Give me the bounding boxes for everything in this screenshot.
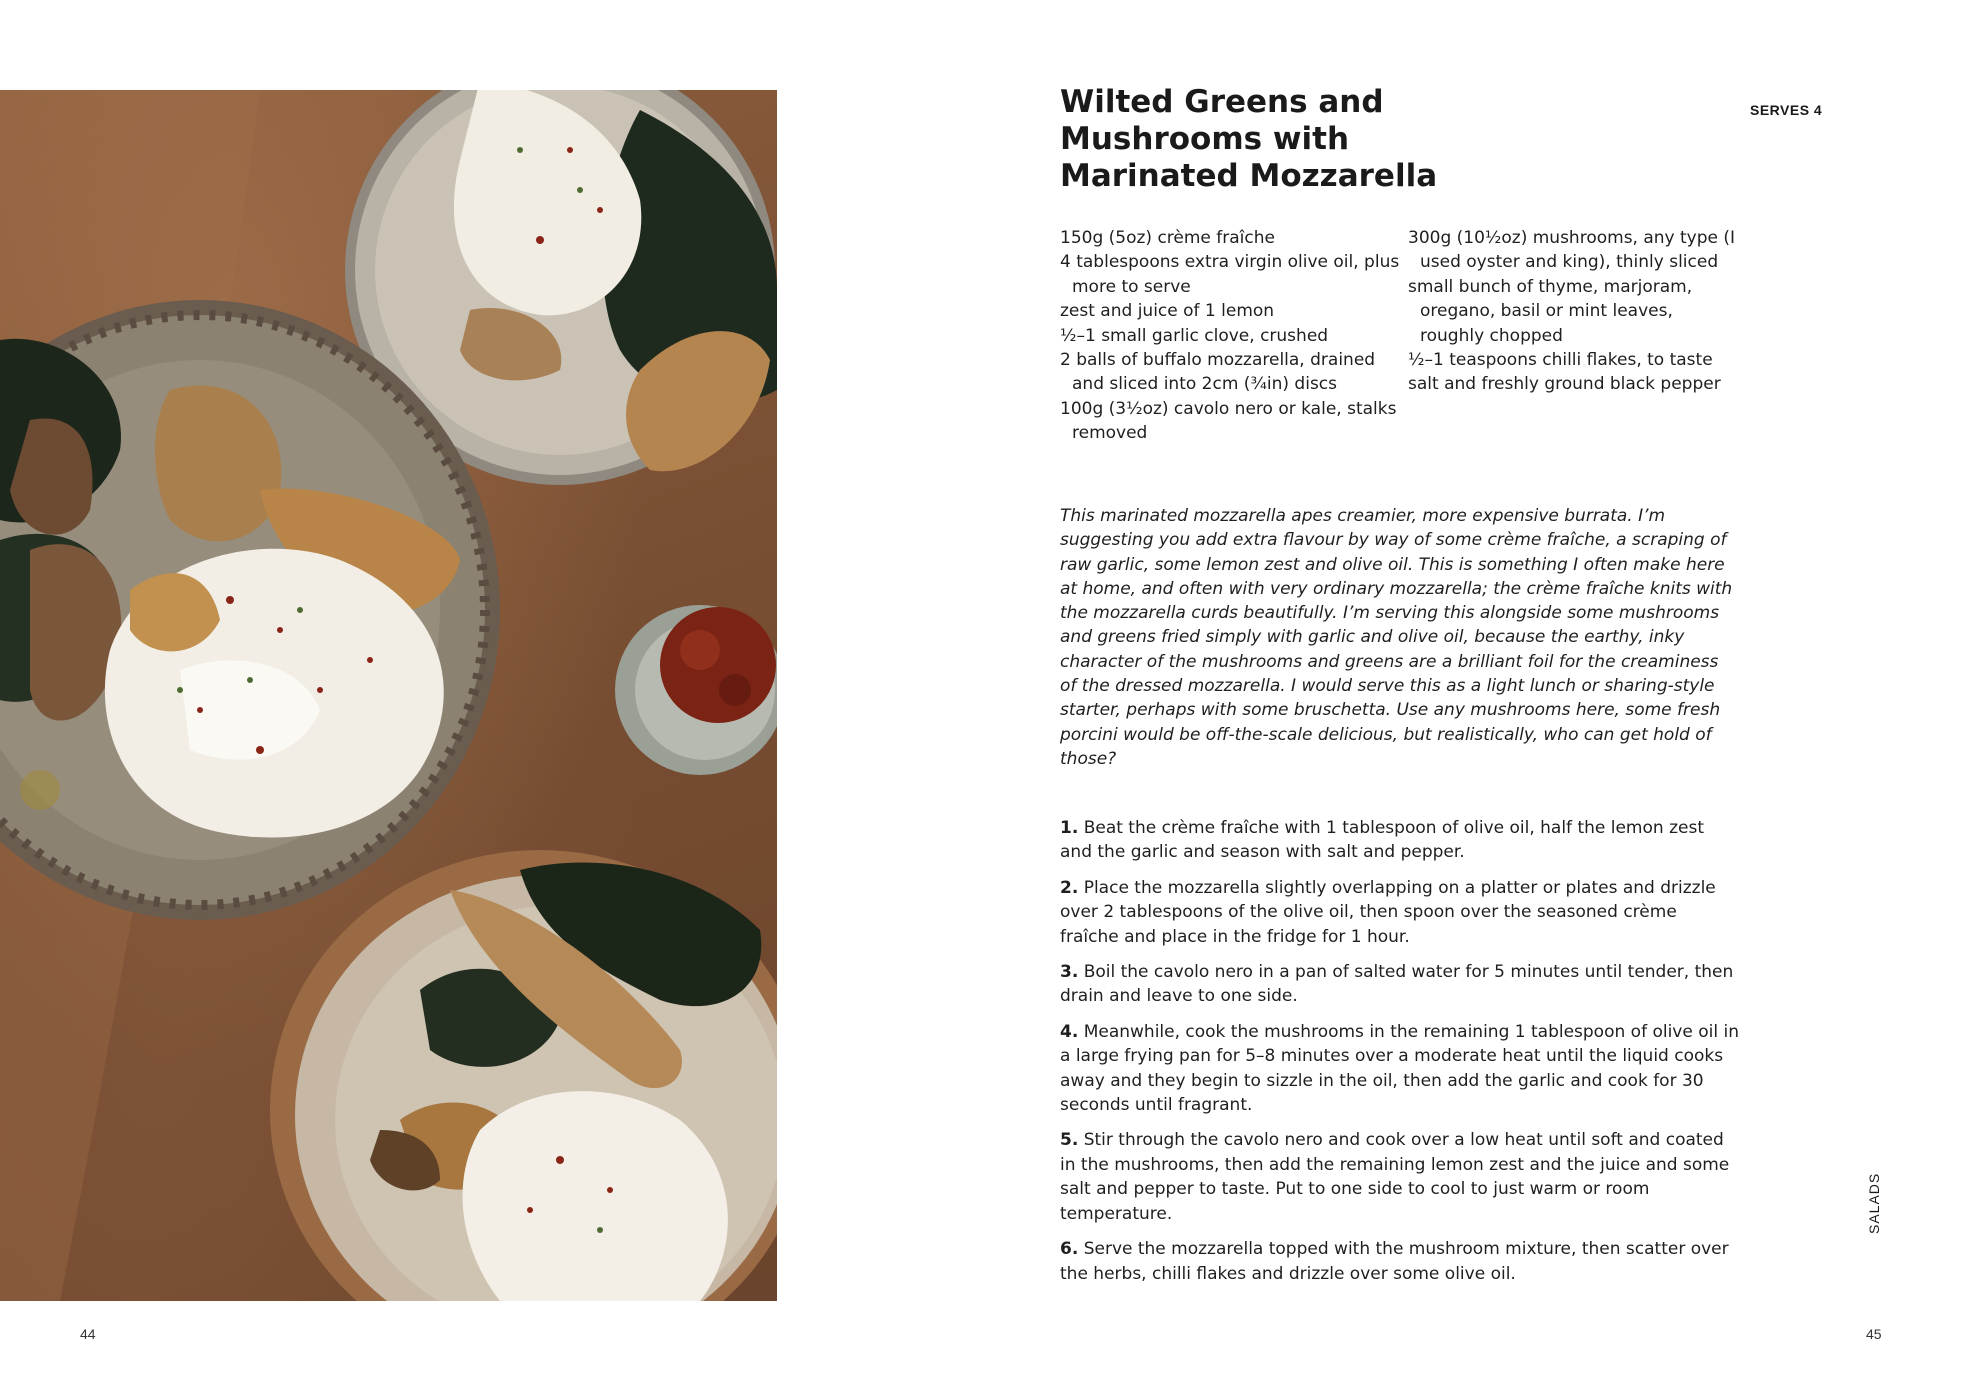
recipe-title — [1060, 84, 1580, 195]
title-line-3: Marinated Mozzarella — [1060, 158, 1438, 194]
ingredients-list-left — [1060, 226, 1400, 446]
step-text: Boil the cavolo nero in a pan of salted water for 5 minutes until tender, then drain and leave to one side. — [1060, 962, 1734, 1007]
step-text: Stir through the cavolo nero and cook over a low heat until soft and coated in the mushrooms, then add the remaining lemon zest and the juice and some salt and pepper to taste. Put to one side to cool to just warm or room temperature. — [1060, 1130, 1730, 1224]
method-step — [1060, 1237, 1740, 1286]
ingredient-item: 4 tablespoons extra virgin olive oil, plus more to serve — [1060, 252, 1400, 297]
step-number: 2. — [1060, 877, 1079, 898]
page-number-right: 45 — [1866, 1326, 1882, 1342]
step-text: Place the mozzarella slightly overlapping on a platter or plates and drizzle over 2 tablespoons of the olive oil, then spoon over the seasoned crème fraîche and place in the fridge for 1 hour. — [1060, 877, 1716, 947]
step-text: Meanwhile, cook the mushrooms in the remaining 1 tablespoon of olive oil in a large frying pan for 5–8 minutes over a moderate heat until the liquid cooks away and they begin to sizzle in the oil, then add the garlic and cook for 30 seconds until fragrant. — [1060, 1021, 1739, 1116]
ingredient-item: 150g (5oz) crème fraîche — [1060, 228, 1275, 248]
ingredients-list-right — [1408, 226, 1738, 397]
method-step — [1060, 876, 1740, 949]
plate-bottom — [270, 850, 777, 1301]
recipe-intro: This marinated mozzarella apes creamier, more expensive burrata. I’m suggesting you add extra flavour by way of some crème fraîche, a scraping of raw garlic, some lemon zest and olive oil. This is something I often make here at home, and often with very ordinary mozzarella; the crème fraîche knits with the mozzarella curds beautifully. I’m serving this alongside some mushrooms and greens fried simply with garlic and olive oil, because the earthy, inky character of the mushrooms and greens are a brilliant foil for the creaminess of the dressed mozzarella. I would serve this as a light lunch or sharing-style starter, perhaps with some bruschetta. Use any mushrooms here, some fresh porcini would be off-the-scale delicious, but realistically, who can get hold of those? — [1060, 506, 1733, 769]
step-number: 6. — [1060, 1239, 1079, 1260]
step-number: 5. — [1060, 1130, 1079, 1151]
method-step — [1060, 1020, 1740, 1118]
method-steps — [1060, 816, 1740, 1297]
serves-label: SERVES 4 — [1750, 102, 1823, 118]
chilli-bowl — [615, 605, 777, 775]
method-step — [1060, 816, 1740, 865]
step-text: Beat the crème fraîche with 1 tablespoon of olive oil, half the lemon zest and the garlic and season with salt and pepper. — [1060, 818, 1704, 863]
food-photo — [0, 90, 777, 1301]
food-photo-icon — [0, 90, 777, 1301]
title-line-1: Wilted Greens and — [1060, 84, 1384, 120]
section-label: SALADS — [1866, 1172, 1882, 1234]
title-line-2: Mushrooms with — [1060, 121, 1350, 157]
ingredient-item: salt and freshly ground black pepper — [1408, 374, 1721, 395]
step-text: Serve the mozzarella topped with the mushroom mixture, then scatter over the herbs, chilli flakes and drizzle over some olive oil. — [1060, 1239, 1729, 1284]
method-step — [1060, 1128, 1740, 1226]
method-step — [1060, 960, 1740, 1009]
ingredient-item: 100g (3½oz) cavolo nero or kale, stalks removed — [1060, 398, 1397, 444]
ingredient-item: 2 balls of buffalo mozzarella, drained and sliced into 2cm (¾in) discs — [1060, 350, 1376, 395]
step-number: 1. — [1060, 818, 1079, 838]
ingredient-item: zest and juice of 1 lemon — [1060, 301, 1275, 322]
ingredient-item: 300g (10½oz) mushrooms, any type (I used oyster and king), thinly sliced — [1408, 228, 1736, 273]
step-number: 4. — [1060, 1021, 1079, 1042]
ingredient-item: small bunch of thyme, marjoram, oregano, basil or mint leaves, roughly chopped — [1408, 276, 1693, 346]
step-number: 3. — [1060, 962, 1079, 983]
page-number-left: 44 — [80, 1326, 96, 1342]
ingredient-item: ½–1 teaspoons chilli flakes, to taste — [1408, 350, 1713, 371]
ingredient-item: ½–1 small garlic clove, crushed — [1060, 325, 1329, 346]
